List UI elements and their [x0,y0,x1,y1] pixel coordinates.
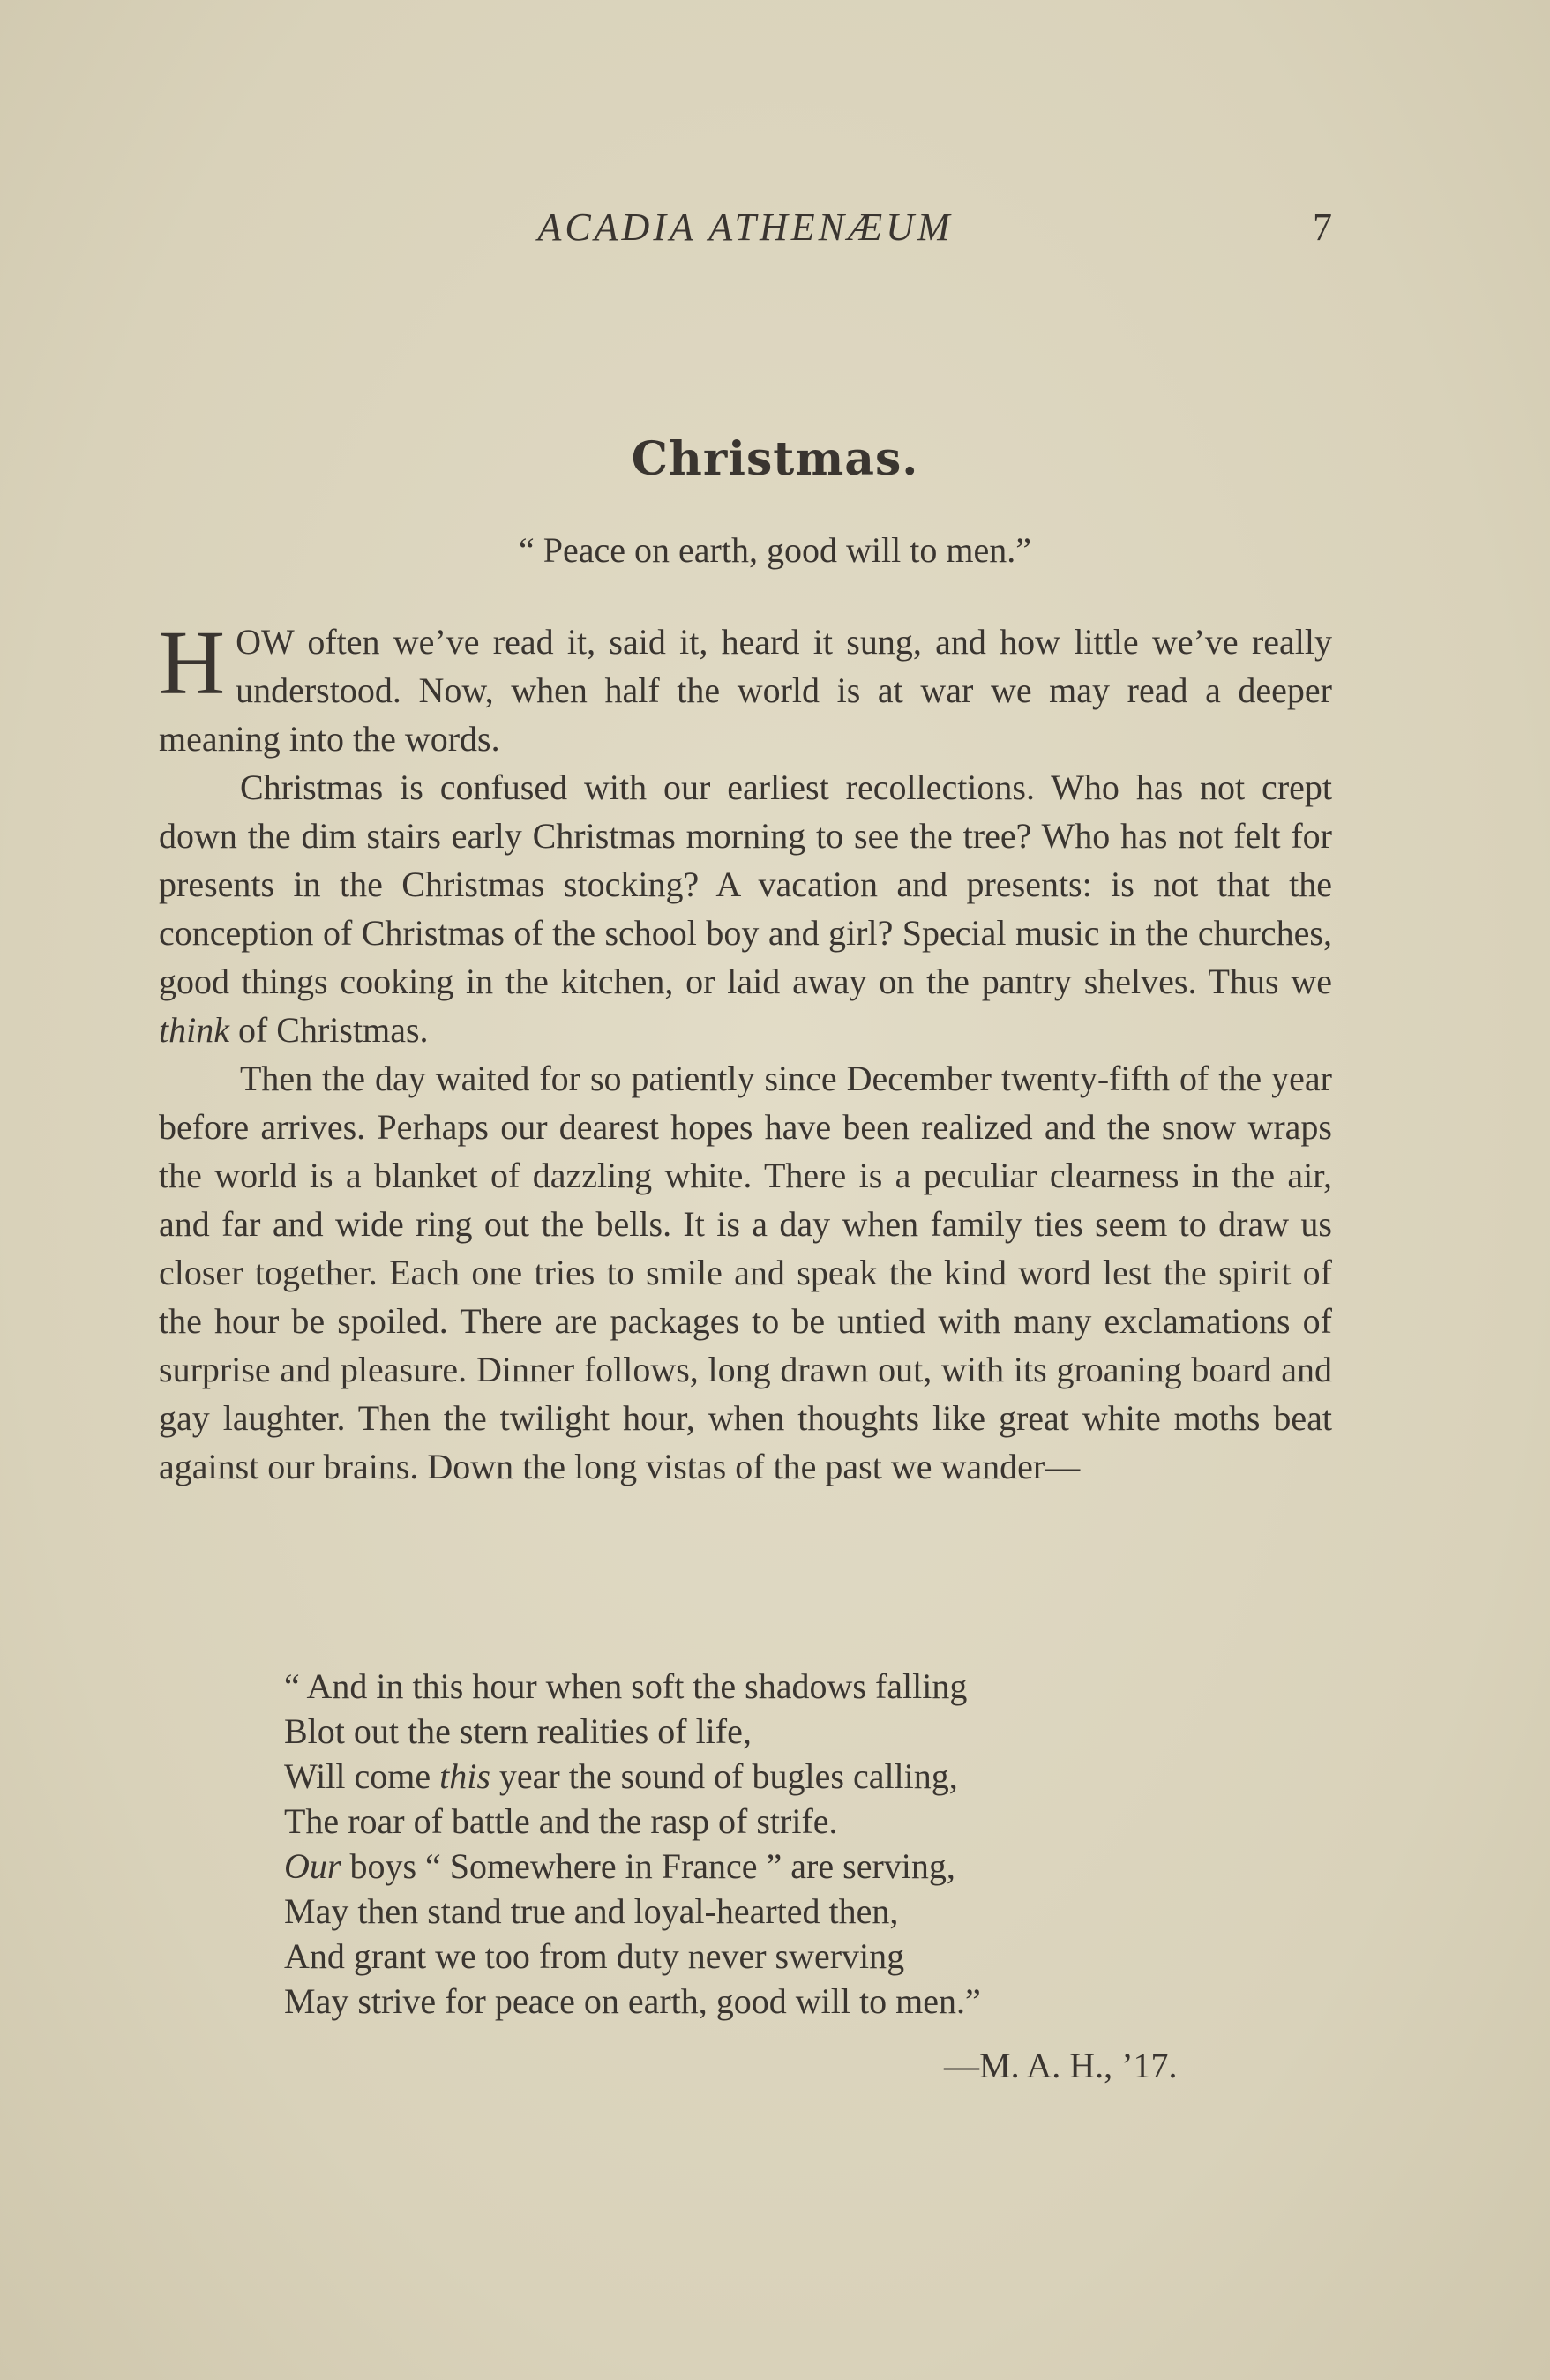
journal-title: ACADIA ATHENÆUM [537,206,954,249]
poem-line-3 [284,1754,1299,1799]
paragraph-3: Then the day waited for so patiently since December twenty-fifth of the year before arrives. Perhaps our dearest hopes have been realized and the snow wraps the world is a blanket of dazzling white. There is a peculiar clearness in the air, and far and wide ring out the bells. It is a day when family ties seem to draw us closer together. Each one tries to smile and speak the kind word lest the spirit of the hour be spoiled. There are packages to be untied with many exclamations of surprise and pleasure. Dinner follows, long drawn out, with its groaning board and gay laughter. Then the twilight hour, when thoughts like great white moths beat against our brains. Down the long vistas of the past we wander— [159,1059,1332,1486]
poem-line-3-start: Will come [284,1756,440,1796]
poem-line-8: May strive for peace on earth, good will to men.” [284,1981,981,2021]
poem [284,1664,1299,2024]
running-head [159,205,1332,254]
poem-line-7: And grant we too from duty never swerving [284,1936,905,1976]
paragraph-2-text-start: Christmas is confused with our earliest recollections. Who has not crept down the dim stairs early Christmas morning to see the tree? Who has not felt for presents in the Christmas stocking? A vacation and presents: is not that the conception of Christmas of the school boy and girl? Special music in the churches, good things cooking in the kitchen, or laid away on the pantry shelves. Thus we [159,767,1332,1001]
article-title: Christmas. [631,432,919,486]
poem-line-4: The roar of battle and the rasp of strife. [284,1801,838,1841]
poem-line-3-end: year the sound of bugles calling, [490,1756,958,1796]
epigraph: “ Peace on earth, good will to men.” [519,530,1031,570]
poem-line-3-emphasis: this [439,1756,490,1796]
page-number: 7 [1313,206,1332,249]
poem-line-5-emphasis: Our [284,1846,341,1886]
poem-line-2: Blot out the stern realities of life, [284,1711,752,1751]
poem-line-5 [284,1844,1299,1889]
author-signature: —M. A. H., ’17. [944,2046,1178,2085]
paragraph-1 [159,612,1332,763]
drop-cap: H [159,612,226,714]
paragraph-1-text: OW often we’ve read it, said it, heard it sung, and how little we’ve really understood. Now, when half the world is at war we may read a deeper meaning into the words. [159,622,1332,759]
paragraph-2-text-end: of Christmas. [228,1010,429,1050]
poem-line-5-end: boys “ Somewhere in France ” are serving, [341,1846,955,1886]
article-body [159,612,1332,1491]
poem-line-6: May then stand true and loyal-hearted then, [284,1891,899,1931]
paragraph-2 [159,763,1332,1054]
poem-line-1: “ And in this hour when soft the shadows falling [284,1666,968,1706]
paragraph-2-emphasis: think [159,1010,229,1050]
